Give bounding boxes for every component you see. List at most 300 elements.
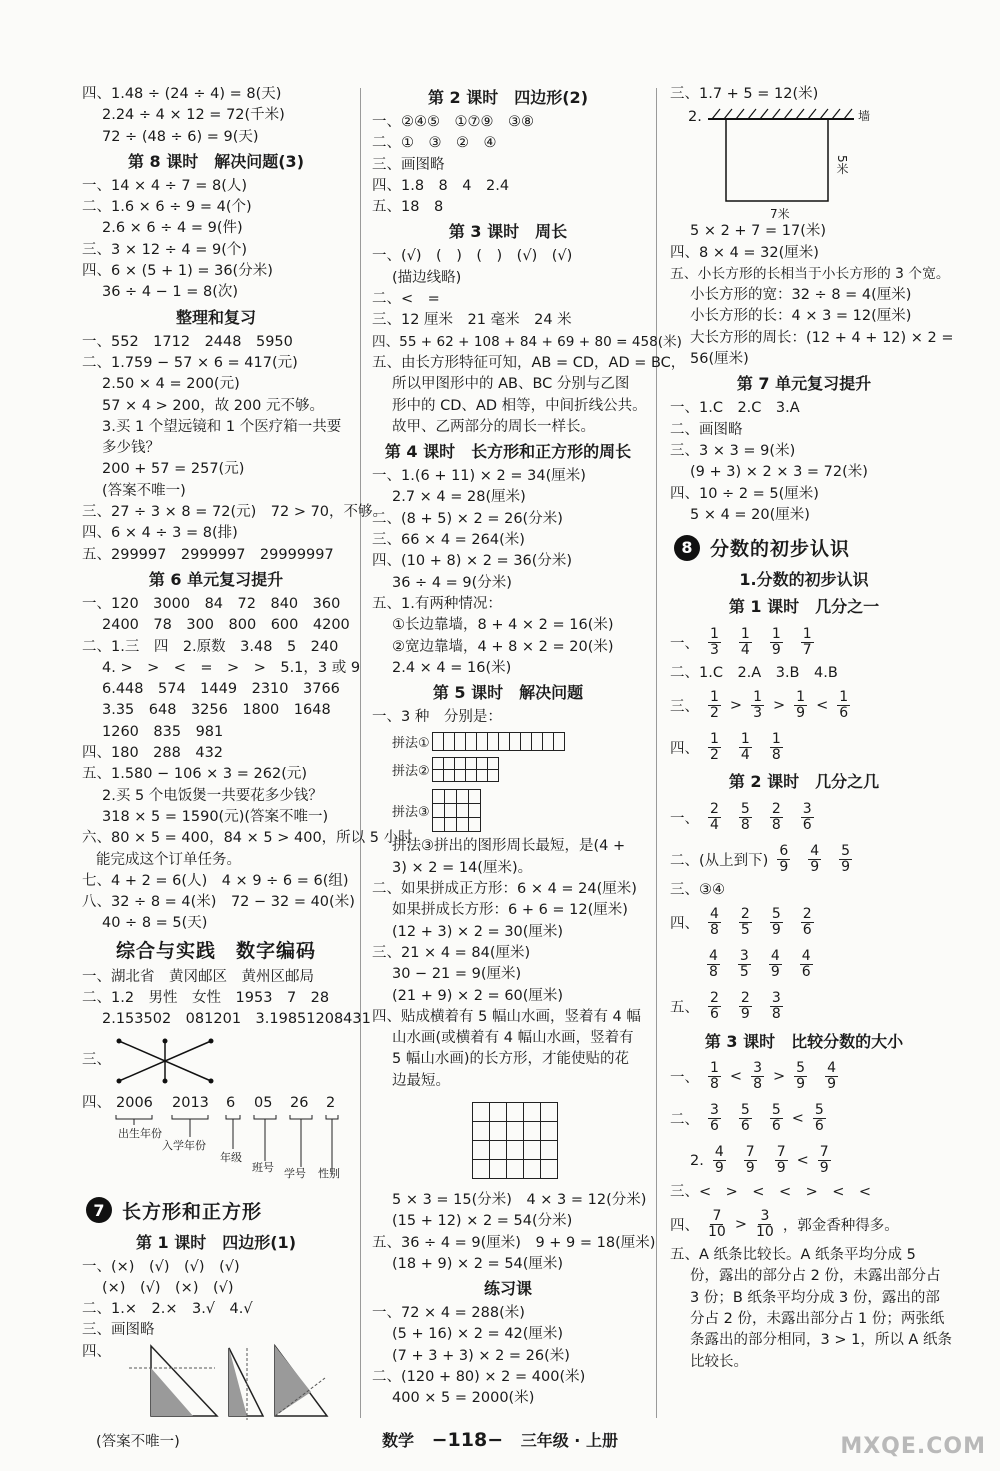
answer-line: 能完成这个订单任务。 [96,851,241,868]
fraction [770,627,783,658]
answer-line: 二、1.759 − 57 × 6 = 417(元) [82,354,298,371]
answer-line: 2.7 × 4 = 28(厘米) [392,489,526,506]
column-divider [360,88,361,1418]
fraction-group [699,690,859,721]
fence-diagram [670,105,938,221]
answer-line: 36 ÷ 4 = 9(分米) [392,574,512,591]
answer-line: 2400 78 300 800 600 4200 [102,617,350,634]
answer-line: 四、1.8 8 4 2.4 [372,177,510,194]
answer-line: 5 × 2 + 7 = 17(米) [690,223,827,240]
tiling-grid-2x6 [432,757,499,782]
fraction [707,949,720,980]
answer-line: 56(厘米) [690,351,749,368]
numerator: 7 [776,1144,786,1161]
fraction [756,1209,774,1240]
fraction [777,844,790,875]
answer-line: 3 份；B 纸条平均分成 3 份，露出的部 [690,1289,940,1306]
fraction-group [699,1103,835,1134]
answer-line: 三、12 厘米 21 毫米 24 米 [372,312,572,329]
unit-title: 长方形和正方形 [122,1200,263,1223]
numerator: 3 [771,990,781,1007]
fraction [708,732,721,763]
answer-line: 大长方形的周长：(12 + 4 + 12) × 2 = [690,329,954,346]
numerator: 3 [710,1102,719,1119]
numerator: 5 [841,842,851,859]
fraction [708,991,721,1022]
tiling-grid-3x4 [432,789,481,832]
numerator: 3 [753,1060,762,1077]
answer-line: 故甲、乙两部分的周长一样长。 [392,418,595,435]
denominator: 6 [802,816,812,833]
denominator: 6 [801,964,811,981]
answer-line: 一、(×) (√) (√) (√) [82,1258,240,1275]
numerator: 3 [760,1207,770,1224]
answer-line: 二、1.2 男性 女性 1953 7 28 [82,989,330,1006]
code-segment: 05 [254,1094,273,1111]
numerator: 4 [710,906,719,923]
fraction-row [670,902,938,944]
comparison-sign: > [773,697,786,714]
fraction [708,1061,721,1092]
fraction-group [699,627,823,658]
denominator: 9 [776,1160,786,1177]
numerator: 4 [770,948,780,965]
question-label: 一、 [670,635,699,652]
fraction [801,627,814,658]
numerator: 1 [839,688,849,705]
fraction-row [670,1098,938,1140]
code-segment: 2006 [116,1094,153,1111]
section-heading: 第 5 课时 解决问题 [432,683,584,703]
question-label: 二、(从上到下) [670,852,769,869]
fraction [739,991,752,1022]
answer-line: (12 + 3) × 2 = 30(厘米) [392,923,564,940]
answer-line: 2.153502 081201 3.19851208431 [102,1011,371,1028]
denominator: 8 [710,1076,719,1093]
answer-line: 一、14 × 4 ÷ 7 = 8(人) [82,177,248,194]
triangle-drawings [82,1342,350,1426]
answer-line: 一、552 1712 2448 5950 [82,333,293,350]
fraction [751,1061,764,1092]
answer-line: 四、10 ÷ 2 = 5(厘米) [670,485,819,502]
numerator: 3 [739,948,749,965]
comparison-sign: > [729,697,743,714]
fraction-row [670,986,938,1028]
numerator: 2 [802,906,812,923]
fraction [751,690,764,721]
question-label: 四、 [82,1343,111,1360]
answer-line: 拼法③拼出的图形周长最短，是(4 + [392,838,626,855]
answer-column-2 [372,84,686,1410]
question-label: 一、 [670,1070,699,1087]
answer-line: (答案不唯一) [96,1433,180,1450]
answer-line: 5 幅山水画)的长方形，才能使贴的花 [392,1051,629,1068]
answer-line: 四、8 × 4 = 32(厘米) [670,244,819,261]
answer-line: (7 + 3 + 3) × 2 = 26(米) [392,1347,570,1364]
answer-line: 四、180 288 432 [82,745,224,762]
denominator: 10 [708,1223,726,1240]
answer-line: ①长边靠墙，8 + 4 × 2 = 16(米) [392,617,614,634]
answer-line: (答案不唯一) [102,482,186,499]
answer-line: 2.50 × 4 = 200(元) [102,376,240,393]
tiling-label: 拼法② [392,763,430,779]
numerator: 5 [814,1102,824,1119]
code-label: 班号 [252,1160,274,1174]
fraction [801,907,814,938]
answer-line: 八、32 ÷ 8 = 4(米) 72 − 32 = 40(米) [82,894,355,911]
question-label: 二、 [670,1112,699,1129]
answer-line: 二、① ③ ② ④ [372,135,497,152]
answer-line: 2.24 ÷ 4 × 12 = 72(千米) [102,107,285,124]
denominator: 8 [771,746,781,763]
question-label: 四、 [82,1094,111,1111]
section-heading: 整理和复习 [175,307,256,327]
denominator: 6 [802,922,812,939]
answer-line: 一、1.C 2.C 3.A [670,400,800,417]
numerator: 6 [779,842,789,859]
fraction-row [670,838,938,880]
answer-line: 五、A 纸条比较长。A 纸条平均分成 5 [670,1247,916,1264]
numerator: 4 [801,948,811,965]
numerator: 5 [771,906,781,923]
answer-line: 一、②④⑤ ①⑦⑨ ③⑧ [372,114,534,130]
answer-line: 30 − 21 = 9(厘米) [392,966,522,983]
fraction-group [699,732,792,763]
fraction-group [768,844,861,875]
denominator: 9 [796,1076,806,1093]
answer-line: 五、1.580 − 106 × 3 = 262(元) [82,766,308,783]
answer-line: 山水画(或横着有 4 幅山水画，竖着有 [392,1030,634,1047]
tiling-label: 拼法① [392,735,430,751]
numerator: 4 [810,842,820,859]
denominator: 8 [740,816,750,833]
fraction-row [670,1140,938,1182]
numerator: 5 [740,800,750,817]
denominator: 6 [771,1118,781,1135]
fraction-group [698,949,822,980]
fraction [839,844,852,875]
answer-line: 三、66 × 4 = 264(米) [372,532,525,549]
denominator: 9 [714,1160,724,1177]
fraction-group [699,907,823,938]
wall-label: 墙 [858,109,871,124]
answer-line: 份，露出的部分占 2 份，未露出部分占 [690,1268,941,1285]
numerator: 7 [745,1144,755,1161]
fraction-row [670,1203,938,1245]
fraction-row [670,796,938,838]
denominator: 6 [710,1006,719,1023]
answer-line: 边最短。 [392,1072,450,1089]
answer-line: 多少钱？ [102,440,160,457]
section-heading: 第 3 课时 比较分数的大小 [704,1031,904,1051]
side-length-label: 5米 [835,155,849,175]
comparison-sign: < [729,1068,743,1085]
fraction-row [670,944,938,986]
question-label: 三、 [670,698,699,715]
matching-lines-diagram [111,1033,221,1089]
answer-line: 五、18 8 [372,199,444,216]
fraction [739,627,752,658]
question-label: 四、 [670,916,699,933]
painting-layout [372,1092,644,1190]
denominator: 6 [740,1118,750,1135]
answer-line: (18 + 9) × 2 = 54(厘米) [392,1255,564,1272]
answer-line: ②宽边靠墙，4 + 8 × 2 = 20(米) [392,638,614,655]
answer-line: 一、120 3000 84 72 840 360 [82,595,341,612]
fraction [708,1209,726,1240]
denominator: 9 [810,858,820,875]
answer-line: 72 ÷ (48 ÷ 6) = 9(天) [102,128,259,145]
denominator: 10 [755,1223,774,1240]
painting-grid-4x5 [472,1102,558,1179]
answer-line: 五、299997 2999997 29999997 [82,546,334,563]
numerator: 1 [771,625,781,642]
fraction [818,1145,831,1176]
code-segment: 2 [326,1094,336,1111]
fence-figure [704,105,904,221]
numerator: 1 [710,730,719,747]
answer-line: 四、(10 + 8) × 2 = 36(分米) [372,553,573,570]
fraction [738,949,751,980]
answer-line: 三、21 × 4 = 84(厘米) [372,944,531,961]
question-label: 2. [688,109,702,126]
answer-line: 五、36 ÷ 4 = 9(厘米) 9 + 9 = 18(厘米) [372,1234,656,1251]
answer-line: 400 × 5 = 2000(米) [392,1390,535,1407]
denominator: 9 [796,704,806,721]
unit-title: 分数的初步认识 [710,538,851,561]
watermark: MXQE.COM [840,1434,986,1459]
denominator: 9 [740,1006,750,1023]
section-heading: 第 4 课时 长方形和正方形的周长 [384,442,632,462]
fraction [800,949,813,980]
fraction [708,1103,721,1134]
numerator: 2 [740,990,750,1007]
denominator: 9 [779,858,789,875]
answer-line: 二、1.× 2.× 3.√ 4.√ [82,1301,253,1318]
answer-line: 5 × 4 = 20(厘米) [690,506,810,523]
answer-line: 形中的 CD、AD 相等，中间折线公共。 [392,397,647,414]
numerator: 5 [771,1102,781,1119]
answer-line: 二、(120 + 80) × 2 = 400(米) [372,1369,586,1386]
answer-line: 五、由长方形特征可知，AB = CD，AD = BC， [372,354,686,371]
unit-header [674,534,938,561]
answer-line: 四、55 + 62 + 108 + 84 + 69 + 80 = 458(米) [372,333,682,350]
fraction [801,802,814,833]
fraction [739,802,752,833]
answer-line: 四、贴成横着有 5 幅山水画，竖着有 4 幅 [372,1008,641,1025]
answer-line: 三、27 ÷ 3 × 8 = 72(元) 72 > 70，不够。 [82,504,388,521]
denominator: 5 [740,922,750,939]
answer-line: 一、湖北省 黄冈邮区 黄州区邮局 [82,968,314,985]
answer-line: 四、1.48 ÷ (24 ÷ 4) = 8(天) [82,86,282,102]
answer-line: (×) (√) (×) (√) [102,1279,234,1296]
question-label: 2. [690,1152,704,1169]
denominator: 4 [740,746,750,763]
answer-line: 六、80 × 5 = 400，84 × 5 > 400，所以 5 小时 [82,830,413,847]
answer-line: 小长方形的宽：32 ÷ 8 = 4(厘米) [690,287,912,304]
denominator: 2 [710,746,719,763]
answer-line: 二、1.6 × 6 ÷ 9 = 4(个) [82,199,252,216]
answer-line: 如果拼成长方形：6 + 6 = 12(厘米) [392,902,628,919]
denominator: 9 [770,964,780,981]
answer-line: 二、(8 + 5) × 2 = 26(分米) [372,510,563,527]
section-heading: 第 1 课时 四边形(1) [135,1232,297,1252]
section-heading: 综合与实践 数字编码 [115,939,316,962]
answer-line: 5 × 3 = 15(分米) 4 × 3 = 12(分米) [392,1191,647,1208]
numerator: 2 [710,800,719,817]
fraction-group [699,802,823,833]
answer-line: 一、1.(6 + 11) × 2 = 34(厘米) [372,468,586,485]
fraction-row [670,621,938,663]
question-label: 三、 [82,1051,111,1068]
answer-line: 三、3 × 12 ÷ 4 = 9(个) [82,241,248,258]
triangle-figures [111,1342,331,1422]
answer-line: (15 + 12) × 2 = 54(分米) [392,1213,573,1230]
answer-line: 2.6 × 6 ÷ 4 = 9(件) [102,220,243,237]
fraction [770,802,783,833]
comparison-sign: > [734,1216,747,1233]
answer-line: (描边线略) [392,269,462,286]
numerator: 1 [710,625,719,642]
answer-line: 6.448 574 1449 2310 3766 [102,681,340,698]
fraction [708,907,721,938]
section-heading: 第 1 课时 几分之一 [728,597,880,617]
answer-line: 三、< > < < > < < [670,1183,872,1200]
fraction [770,907,783,938]
fraction [739,732,752,763]
denominator: 9 [771,641,781,658]
unit-number-badge: 7 [86,1197,112,1223]
fraction [708,690,721,721]
answer-line: (5 + 16) × 2 = 42(厘米) [392,1326,564,1343]
answer-line: 57 × 4 > 200，故 200 元不够。 [102,397,324,414]
answer-line: 三、1.7 + 5 = 12(米) [670,86,819,102]
tiling-option-3 [372,784,644,836]
code-segment: 6 [226,1094,236,1111]
section-heading: 第 3 课时 周长 [448,222,568,242]
fraction [708,627,721,658]
code-segment: 26 [290,1094,309,1111]
answer-line: 二、1.C 2.A 3.B 4.B [670,665,838,682]
numerator: 1 [710,688,719,705]
fraction-row [670,1056,938,1098]
fraction-group [699,991,792,1022]
answer-line: 小长方形的长：4 × 3 = 12(厘米) [690,308,912,325]
denominator: 4 [710,816,719,833]
fraction [808,844,821,875]
denominator: 9 [827,1076,836,1093]
fraction [813,1103,826,1134]
denominator: 4 [740,641,750,658]
numerator: 4 [709,948,718,965]
column-divider [656,88,657,1418]
answer-line: 四、6 × (5 + 1) = 36(分米) [82,263,273,280]
answer-line: 4. > > < = > > 5.1，3 或 9 [102,659,361,676]
answer-line: 三、画图略 [82,1322,155,1339]
answer-line: 3.35 648 3256 1800 1648 [102,702,331,719]
answer-line: 所以甲图形中的 AB、BC 分别与乙图 [392,376,630,393]
numerator: 1 [710,1060,719,1077]
page-number: −118− [431,1429,504,1451]
denominator: 7 [802,641,812,658]
fraction [708,802,721,833]
answer-line: 五、小长方形的长相当于小长方形的 3 个宽。 [670,265,950,282]
denominator: 8 [753,1076,762,1093]
denominator: 2 [710,704,719,721]
denominator: 8 [771,1006,781,1023]
denominator: 6 [839,704,849,721]
code-label: 学号 [284,1166,306,1180]
denominator: 8 [771,816,781,833]
answer-line: 3) × 2 = 14(厘米)。 [392,859,533,876]
question-label: 五、 [670,1000,699,1017]
code-label: 性别 [318,1166,340,1180]
numerator: 1 [753,688,762,705]
answer-line: 3.买 1 个望远镜和 1 个医疗箱一共要 [102,418,342,435]
numerator: 2 [771,800,781,817]
code-label: 入学年份 [162,1138,206,1152]
section-heading: 第 2 课时 几分之几 [728,772,880,792]
denominator: 3 [710,641,719,658]
answer-line: 三、3 × 3 = 9(米) [670,442,796,459]
section-heading: 第 7 单元复习提升 [736,374,872,394]
answer-text: ，郭金香种得多。 [782,1217,899,1234]
denominator: 5 [739,964,749,981]
answer-line: 三、画图略 [372,156,445,173]
numerator: 7 [712,1207,722,1224]
code-label: 年级 [220,1150,242,1164]
fraction [825,1061,838,1092]
denominator: 9 [771,922,781,939]
numerator: 5 [740,1102,750,1119]
fraction [775,1145,788,1176]
denominator: 8 [709,964,718,981]
answer-line: (9 + 3) × 2 × 3 = 72(米) [690,464,868,481]
tiling-option-2 [372,754,644,784]
numerator: 4 [827,1060,836,1077]
fraction [794,1061,807,1092]
answer-line: (21 + 9) × 2 = 60(厘米) [392,987,564,1004]
fraction [770,732,783,763]
fraction [739,1103,752,1134]
numerator: 1 [796,688,806,705]
fraction-group [704,1145,840,1176]
numerator: 1 [802,625,812,642]
answer-line: 三、③④ [670,882,725,899]
footer-subject: 数学 [382,1431,415,1450]
unit-header [86,1197,350,1224]
answer-line: 四、6 × 4 ÷ 3 = 8(排) [82,525,238,542]
answer-line: 200 + 57 = 257(元) [102,461,245,478]
tiling-grid-1x12 [432,732,565,751]
comparison-sign: > [773,1068,786,1085]
section-heading: 第 2 课时 四边形(2) [427,88,589,107]
denominator: 3 [753,704,762,721]
fraction-row [670,726,938,768]
comparison-sign: < [816,697,829,714]
answer-line: 条露出的部分相同，3 > 1，所以 A 纸条 [690,1332,952,1349]
fraction [713,1145,726,1176]
numerator: 7 [819,1144,829,1161]
comparison-sign: < [791,1110,804,1127]
answer-line: 二、< = [372,291,440,308]
answer-line: 二、如果拼成正方形：6 × 4 = 24(厘米) [372,881,637,898]
section-heading: 1.分数的初步认识 [739,570,869,590]
fraction [837,690,850,721]
numerator: 3 [802,800,812,817]
id-code-diagram [82,1091,350,1179]
question-label: 四、 [670,740,699,757]
